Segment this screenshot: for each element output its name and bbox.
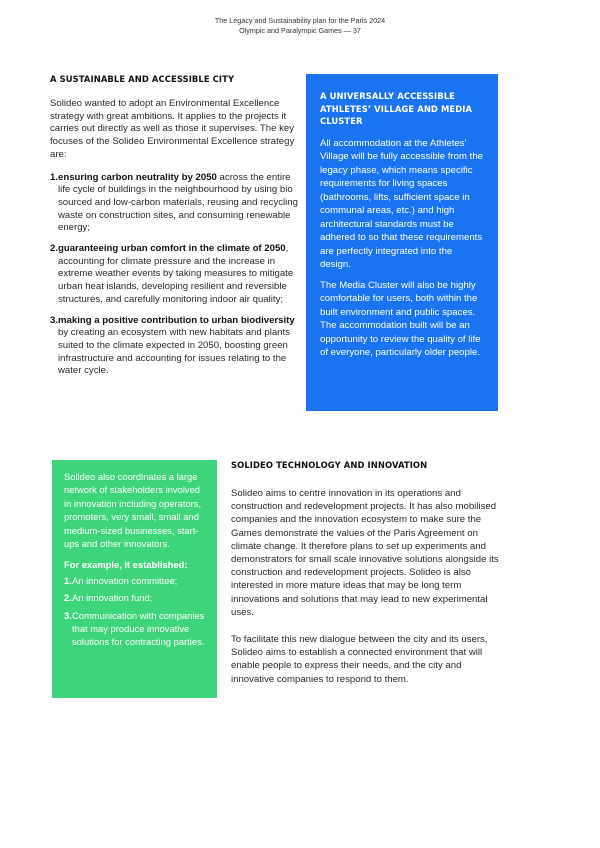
list-item — [50, 243, 298, 307]
list-item — [50, 172, 298, 236]
stakeholders-callout — [52, 460, 217, 698]
list-item-text: , accounting for climate pressure and the increase in extreme weather events by taking measures to mitigate urban heat islands, developing resilient and reversible structures, and carefully monitoring indoor air quality; — [58, 243, 294, 305]
list-item — [50, 315, 298, 379]
list-item — [64, 591, 205, 604]
accessible-village-callout — [306, 74, 498, 411]
page-header — [0, 16, 600, 35]
list-number: 3. — [50, 314, 59, 326]
section-heading: A SUSTAINABLE AND ACCESSIBLE CITY — [50, 74, 235, 84]
established-list — [64, 574, 205, 649]
list-number: 1. — [64, 574, 72, 586]
technology-innovation-section — [231, 460, 501, 686]
focus-list — [50, 172, 298, 379]
section-paragraph: Solideo aims to centre innovation in its operations and construction and redevelopment projects. It has also mobilised companies and the innovation ecosystem to make sure the Games demonstrate the values of the Paris Agreement on climate change. It therefore plans to set up experiments and demonstrators for small scale innovative solutions alongside its construction and redevelopment projects. Solideo is also interested in more mature ideas that may be long term innovations and solutions that may lead to new experimental uses. — [231, 488, 499, 618]
list-item — [64, 609, 205, 649]
callout-paragraph: All accommodation at the Athletes’ Village will be fully accessible from the legacy phase, which means specific requirements for living spaces (bathrooms, lifts, sufficient space in communal areas, etc.) and high architectural standards must be adhered to so that these requirements are perfectly integrated into the design. — [320, 137, 483, 270]
list-item-text: by creating an ecosystem with new habitats and plants suited to the climate expected in 2050, boosting green infrastructure and accounting for issues relating to the water cycle. — [58, 327, 290, 377]
list-item — [64, 574, 205, 587]
header-page-number: Olympic and Paralympic Games — 37 — [239, 25, 361, 35]
list-item-text: across the entire life cycle of buildings in the neighbourhood by using bio sourced and low-carbon materials, reusing and recycling waste on construction sites, and consuming renewable energy; — [58, 171, 298, 234]
section-heading: SOLIDEO TECHNOLOGY AND INNOVATION — [231, 460, 428, 470]
list-item-text: An innovation committee; — [72, 574, 178, 586]
section-intro: Solideo wanted to adopt an Environmental Excellence strategy with great ambitions. It applies to the projects it carries out directly as well as those it supervises. The key focuses of the Solideo Environmental Excellence strategy are: — [50, 98, 295, 160]
section-paragraph: To facilitate this new dialogue between the city and its users, Solideo aims to establish a connected environment that will enable people to express their needs, and the city and innovative companies to respond to them. — [231, 634, 488, 685]
callout-heading: A UNIVERSALLY ACCESSIBLE ATHLETES’ VILLAGE AND MEDIA CLUSTER — [320, 91, 473, 126]
list-item-text: An innovation fund; — [72, 592, 153, 604]
callout-example-label: For example, it established: — [64, 559, 188, 571]
callout-intro: Solideo also coordinates a large network of stakeholders involved in innovation including operators, promoters, very small, small and medium-sized businesses, start-ups and other innovators. — [64, 471, 202, 550]
list-number: 2. — [64, 592, 72, 604]
list-item-bold: guaranteeing urban comfort in the climate of 2050 — [58, 243, 286, 255]
list-number: 2. — [50, 243, 59, 255]
list-item-bold: making a positive contribution to urban biodiversity — [58, 314, 295, 326]
sustainable-city-section — [50, 74, 298, 386]
list-number: 3. — [64, 609, 72, 621]
list-item-text: Communication with companies that may produce innovative solutions for contracting parties. — [72, 609, 205, 648]
callout-paragraph: The Media Cluster will also be highly comfortable for users, both within the built environment and public spaces. The accommodation built will be an opportunity to review the quality of life of everyone, particularly older people. — [320, 279, 481, 358]
list-number: 1. — [50, 171, 59, 183]
header-title: The Legacy and Sustainability plan for the Paris 2024 — [214, 16, 386, 25]
list-item-bold: ensuring carbon neutrality by 2050 — [58, 171, 217, 183]
